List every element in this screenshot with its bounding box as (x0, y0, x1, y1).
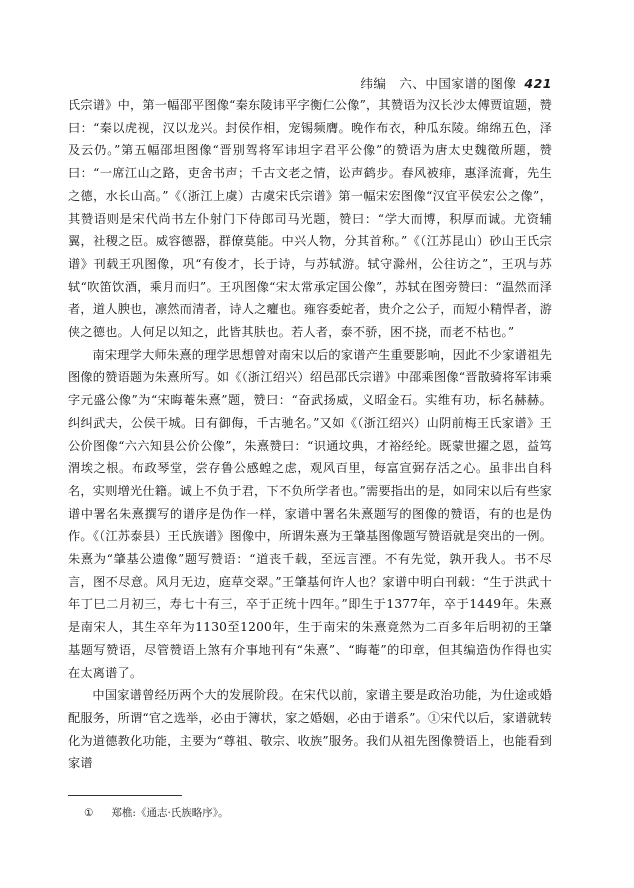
body-text (68, 94, 552, 775)
paragraph-2: 南宋理学大师朱熹的理学思想曾对南宋以后的家谱产生重要影响，因此不少家谱祖先图像的赞语题为朱熹所写。如《（浙江绍兴）绍邑邵氏宗谱》中邵乘图像“晋散骑将军讳乘字元盛公像”为“宋晦菴朱熹”题，赞曰：“奋武扬威，义昭金石。实维有功，标名赫赫。纠纠武夫，公侯干城。日有御侮，千古驰名。”又如《（浙江绍兴）山阴前梅王氏家谱》王公价图像“六六知县公价公像”，朱熹赞曰：“识通坟典，才裕经纶。既蒙世擢之恩，益笃渭埃之根。布政琴堂，尝存鲁公感蝗之虑，观风百里，每富宣弼存活之心。虽非出自科名，实则增光仕籍。诚上不负于君，下不负所学者也。”需要指出的是，如同宋以后有些家谱中署名朱熹撰写的谱序是伪作一样，家谱中署名朱熹题写的图像的赞语，有的也是伪作。《（江苏泰县）王氏族谱》图像中，所谓朱熹为王肇基图像题写赞语就是突出的一例。朱熹为“肇基公遗像”题写赞语：“道丧千载，至远言湮。不有先觉，孰开我人。书不尽言，图不尽意。风月无边，庭草交翠。”王肇基何许人也？家谱中明白刊载：“生于洪武十年丁巳二月初三，寿七十有三，卒于正统十四年。”即生于1377年，卒于1449年。朱熹是南宋人，其生卒年为1130至1200年，生于南宋的朱熹竟然为二百多年后明初的王肇基题写赞语，尽管赞语上煞有介事地刊有“朱熹”、“晦菴”的印章，但其编造伪作得也实在太离谱了。 (68, 347, 552, 680)
running-header (68, 74, 552, 92)
footnote-text: 郑樵:《通志·氏族略序》。 (111, 807, 229, 819)
page-number: 421 (524, 76, 552, 91)
section-title: 纬编 六、中国家谱的图像 (360, 76, 517, 91)
footnote-divider (68, 795, 182, 796)
footnote-marker: ① (84, 807, 94, 819)
footnote (84, 805, 229, 820)
paragraph-1: 氏宗谱》中，第一幅邵平图像“秦东陵讳平字衡仁公像”，其赞语为汉长沙太傅贾谊题，赞曰：“秦以虎视，汉以龙兴。封侯作相，宠锡频膺。晚作布衣，种瓜东陵。绵绵五色，泽及云仍。”第五幅邵坦图像“晋别驾将军讳坦字君平公像”的赞语为唐太史魏徵所题，赞曰：“一席江山之路，吏舍书声；千古文老之情，讼声鹤步。春风被痱，惠泽流膏，先生之德，水长山高。”《（浙江上虞）古虞宋氏宗谱》第一幅宋宏图像“汉宜平侯宏公之像”，其赞语则是宋代尚书左仆射门下侍郎司马光题，赞曰：“学大而博，积厚而诚。尤资辅翼，社稷之臣。威容德器，群僚莫能。中兴人物，分其首称。”《（江苏昆山）砂山王氏宗谱》刊载王巩图像，巩“有俊才，长于诗，与苏轼游。轼守滁州，公往访之”，王巩与苏轼“吹笛饮酒，乘月而归”。王巩图像“宋太常承定国公像”，苏轼在图旁赞曰：“温然而泽者，道人腴也，凛然而清者，诗人之癯也。雍容委蛇者，贵介之公子，而短小精悍者，游侠之德也。人何足以知之，此皆其肤也。若人者，泰不骄，困不挠，而老不枯也。” (68, 98, 552, 340)
paragraph-3: 中国家谱曾经历两个大的发展阶段。在宋代以前，家谱主要是政治功能，为仕途或婚配服务，所谓“官之选举，必由于簿状，家之婚姻，必由于谱系”。①宋代以后，家谱就转化为道德教化功能，主要为“尊祖、敬宗、收族”服务。我们从祖先图像赞语上，也能看到家谱 (68, 688, 552, 771)
